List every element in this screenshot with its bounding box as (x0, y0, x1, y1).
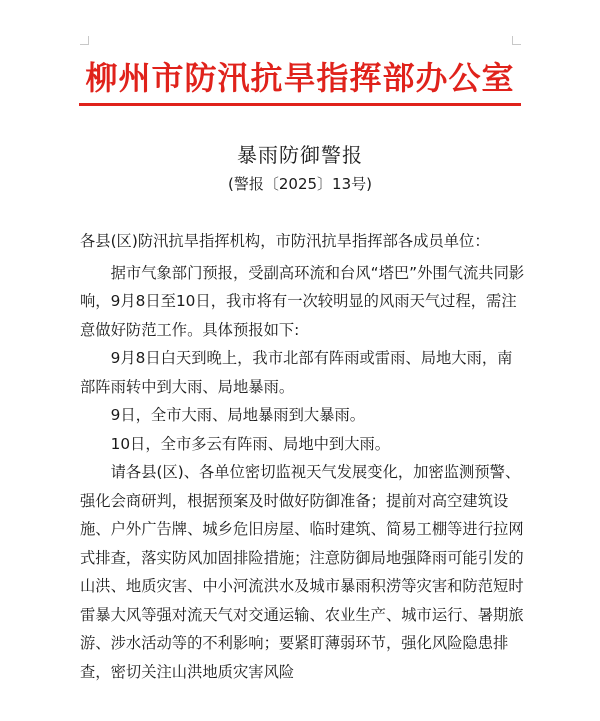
body-paragraph: 据市气象部门预报，受副高环流和台风“塔巴”外围气流共同影响，9月8日至10日，我市将有一次较明显的风雨天气过程，需注意做好防范工作。具体预报如下: (80, 263, 525, 339)
header-red-rule (79, 103, 521, 106)
document-title: 暴雨防御警报 (237, 143, 363, 167)
addressee: 各县(区)防汛抗旱指挥机构，市防汛抗旱指挥部各成员单位： (80, 232, 490, 250)
body-paragraph: 9日，全市大雨、局地暴雨到大暴雨。 (110, 406, 366, 424)
body-paragraph: 请各县(区)、各单位密切监视天气发展变化，加密监测预警、强化会商研判，根据预案及时做好防御准备；提前对高空建筑设施、户外广告牌、城乡危旧房屋、临时建筑、简易工棚等进行拉网式排查，落实防风加固排险措施；注意防御局地强降雨可能引发的山洪、地质灾害、中小河流洪水及城市暴雨积涝等灾害和防范短时雷暴大风等强对流天气对交通运输、农业生产、城市运行、暑期旅游、涉水活动等的不利影响；要紧盯薄弱环节，强化风险隐患排查，密切关注山洪地质灾害风险 (80, 463, 524, 681)
organization-header: 柳州市防汛抗旱指挥部办公室 (85, 59, 515, 97)
page-corner-mark-left (80, 36, 89, 45)
document-number: (警报〔2025〕13号) (228, 175, 372, 193)
document-body (80, 227, 526, 686)
body-paragraph: 9月8日白天到晚上，我市北部有阵雨或雷雨、局地大雨，南部阵雨转中到大雨、局地暴雨。 (80, 349, 513, 396)
body-paragraph: 10日，全市多云有阵雨、局地中到大雨。 (110, 434, 391, 453)
page-corner-mark-right (512, 36, 521, 45)
